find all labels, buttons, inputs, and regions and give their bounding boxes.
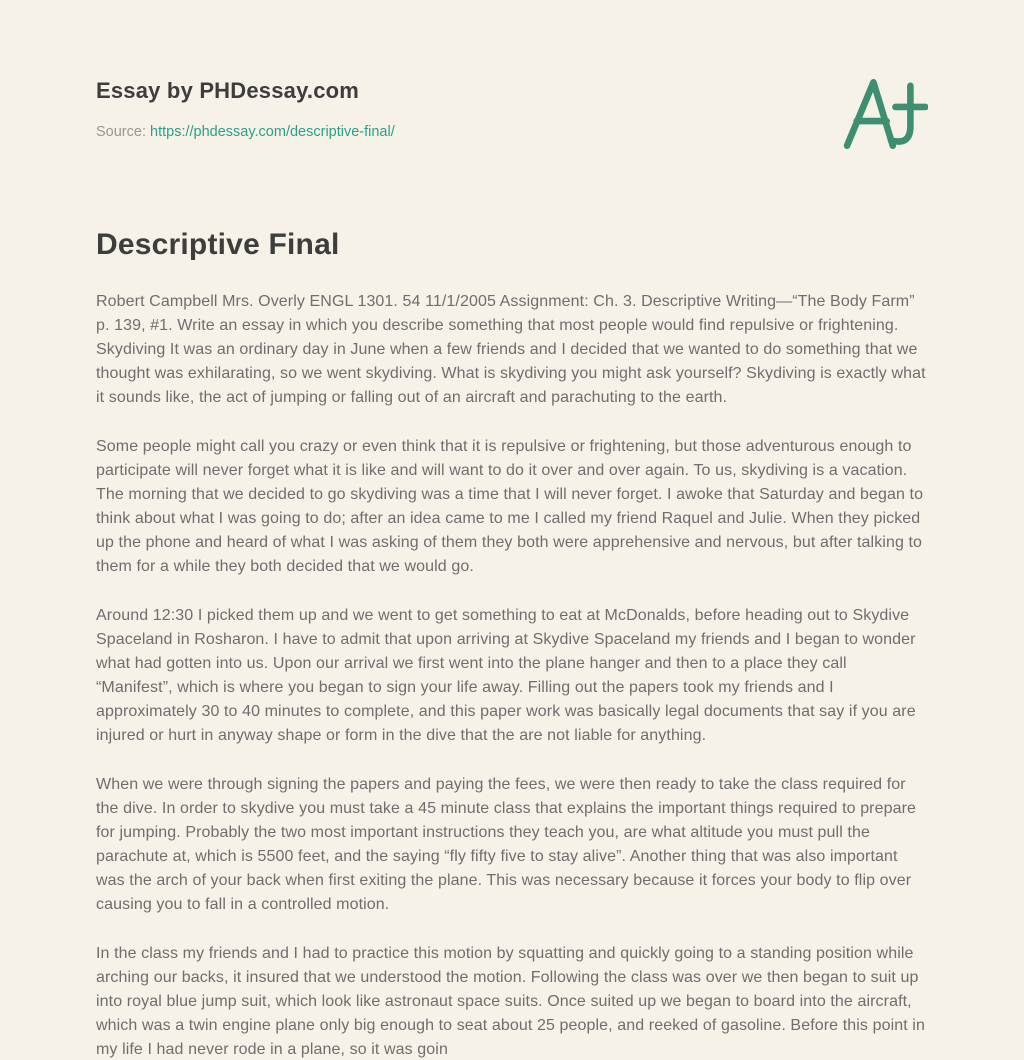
source-label: Source: xyxy=(96,124,146,140)
brand-title: Essay by PHDessay.com xyxy=(96,78,360,103)
essay-body xyxy=(96,290,926,1060)
essay-paragraph: Around 12:30 I picked them up and we went to get something to eat at McDonalds, before heading out to Skydive Spaceland in Rosharon. I have to admit that upon arriving at Skydive Spaceland my friends and I began to wonder what had gotten into us. Upon our arrival we first went into the plane hanger and then to a place they call “Manifest”, which is where you began to sign your life away. Filling out the papers took my friends and I approximately 30 to 40 minutes to complete, and this paper work was basically legal documents that say if you are injured or hurt in anyway shape or form in the dive that the are not liable for anything. xyxy=(96,607,916,744)
source-row xyxy=(96,124,926,140)
essay-paragraph: When we were through signing the papers and paying the fees, we were then ready to take the class required for the dive. In order to skydive you must take a 45 minute class that explains the important things required to prepare for jumping. Probably the two most important instructions they teach you, are what altitude you must pull the parachute at, which is 5500 feet, and the saying “fly fifty five to stay alive”. Another thing that was also important was the arch of your back when first exiting the plane. This was necessary because it forces your body to flip over causing you to fall in a controlled motion. xyxy=(96,776,917,913)
essay-paragraph: In the class my friends and I had to practice this motion by squatting and quickly going to a standing position while arching our backs, it insured that we understood the motion. Following the class was over we then began to suit up into royal blue jump suit, which look like astronaut space suits. Once suited up we began to board into the aircraft, which was a twin engine plane only big enough to seat about 25 people, and reeked of gasoline. Before this point in my life I had never rode in a plane, so it was goin xyxy=(96,945,925,1058)
page-title: Descriptive Final xyxy=(96,228,340,261)
essay-paragraph: Some people might call you crazy or even think that it is repulsive or frightening, but those adventurous enough to participate will never forget what it is like and will want to do it over and over again. To us, skydiving is a vacation. The morning that we decided to go skydiving was a time that I will never forget. I awoke that Saturday and began to think about what I was going to do; after an idea came to me I called my friend Raquel and Julie. When they picked up the phone and heard of what I was asking of them they both were apprehensive and nervous, but after talking to them for a while they both decided that we would go. xyxy=(96,438,924,575)
a-plus-logo-icon xyxy=(840,70,928,158)
essay-paragraph: Robert Campbell Mrs. Overly ENGL 1301. 54 11/1/2005 Assignment: Ch. 3. Descriptive Writing—“The Body Farm” p. 139, #1. Write an essay in which you describe something that most people would find repulsive or frightening. Skydiving It was an ordinary day in June when a few friends and I decided that we wanted to do something that we thought was exhilarating, so we went skydiving. What is skydiving you might ask yourself? Skydiving is exactly what it sounds like, the act of jumping or falling out of an aircraft and parachuting to the earth. xyxy=(96,293,926,406)
source-link[interactable]: https://phdessay.com/descriptive-final/ xyxy=(150,124,395,140)
